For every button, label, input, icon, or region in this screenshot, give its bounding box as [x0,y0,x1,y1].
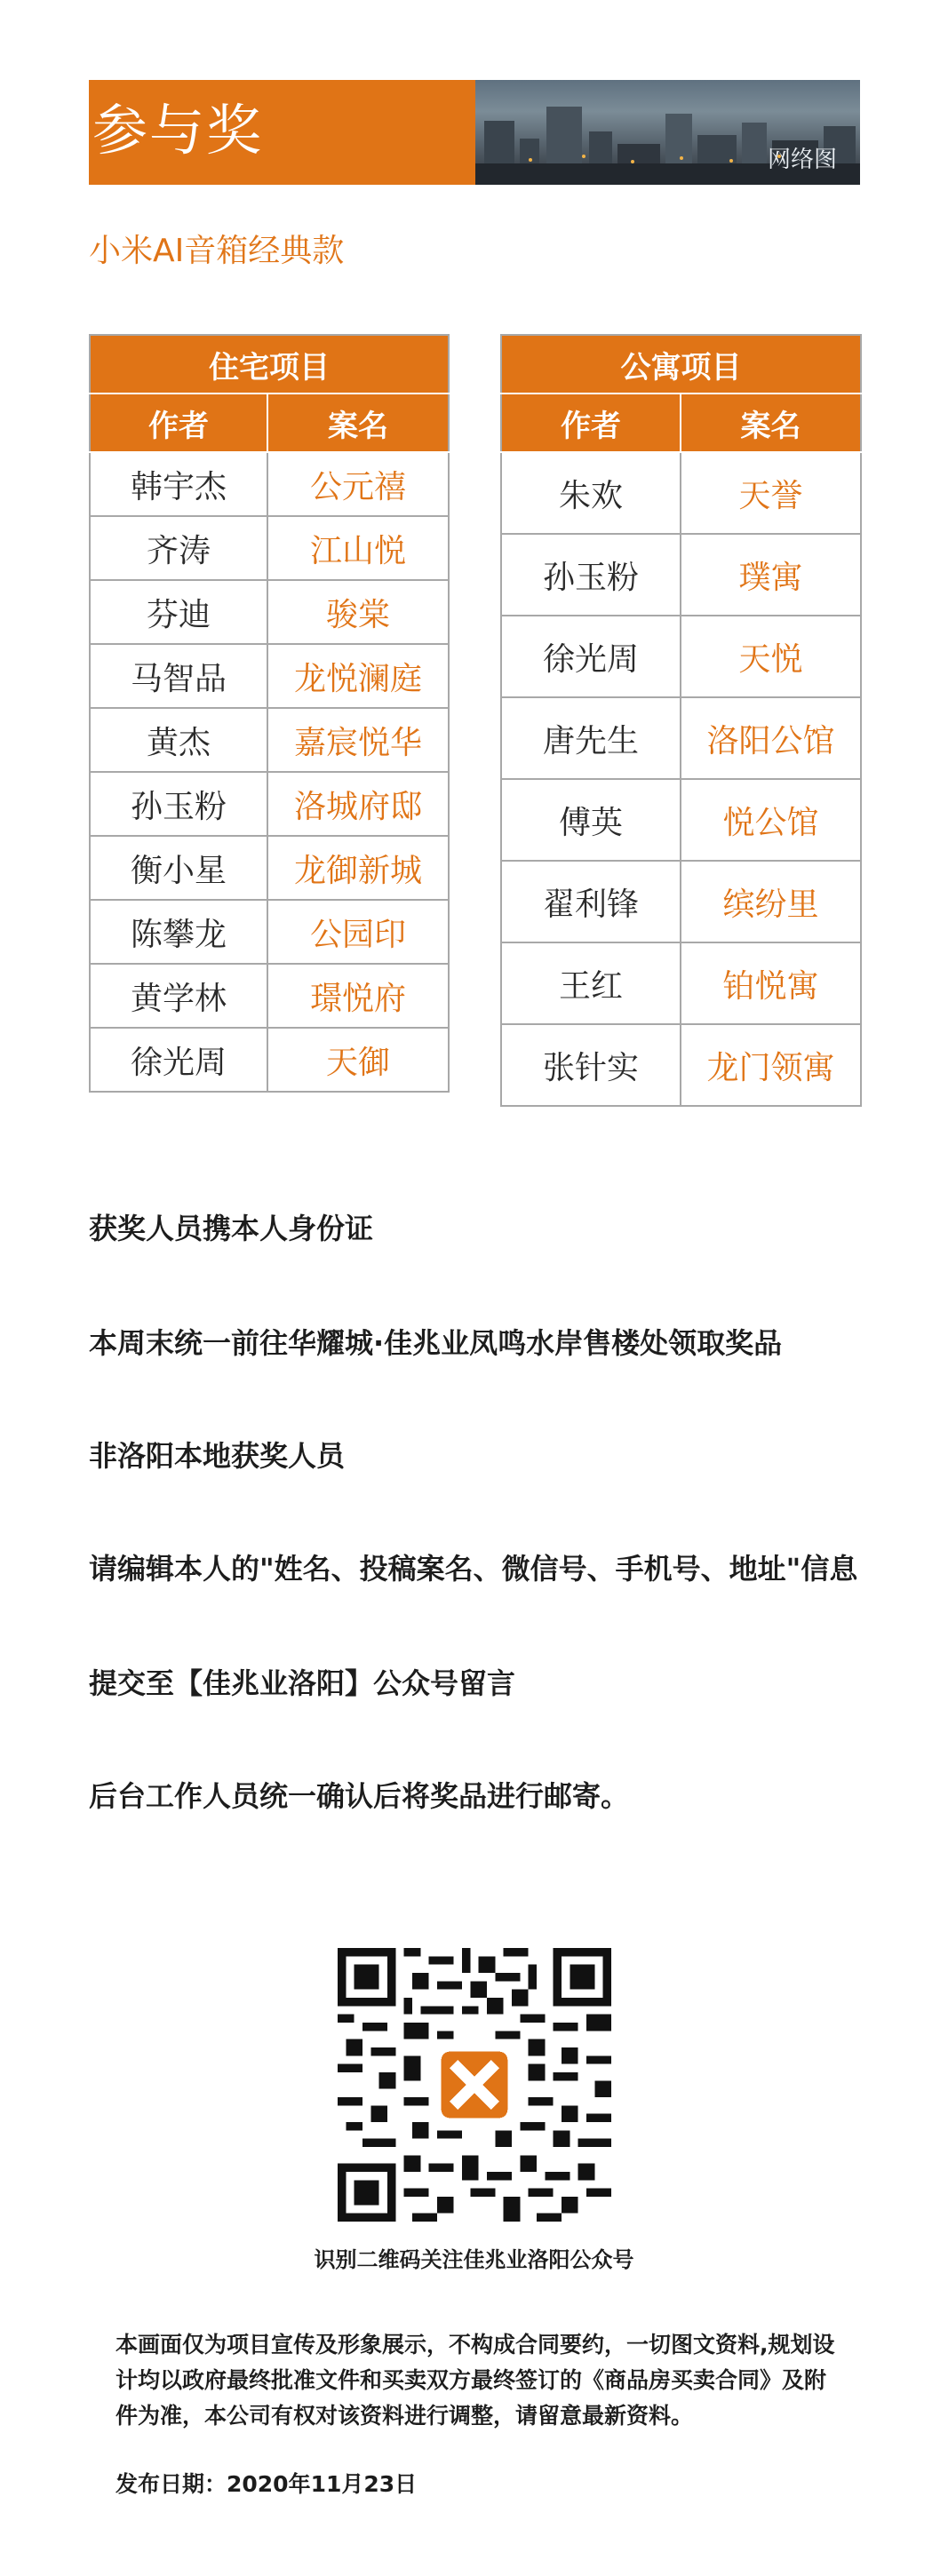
banner-city-photo [475,80,860,185]
project-cell: 璞寓 [681,534,861,616]
header-banner [89,80,860,185]
table-row [501,779,861,861]
project-cell: 骏棠 [267,580,449,644]
project-cell: 公园印 [267,900,449,964]
table-row [501,942,861,1024]
column-header-author: 作者 [90,394,267,452]
author-cell: 徐光周 [501,616,681,697]
project-cell: 悦公馆 [681,779,861,861]
project-cell: 天悦 [681,616,861,697]
author-cell: 王红 [501,942,681,1024]
qr-code[interactable] [338,1948,611,2222]
author-cell: 马智品 [90,644,267,708]
banner-title: 参与奖 [92,98,264,163]
table-row [90,580,449,644]
table-row [501,616,861,697]
table-row [90,516,449,580]
table-row [90,964,449,1028]
column-header-project: 案名 [681,394,861,452]
project-cell: 公元禧 [267,452,449,516]
author-cell: 朱欢 [501,452,681,534]
project-cell: 龙御新城 [267,836,449,900]
author-cell: 衡小星 [90,836,267,900]
table-caption: 住宅项目 [90,335,449,394]
table-row [501,861,861,942]
banner-watermark: 网络图 [767,147,837,173]
table-row [90,1028,449,1092]
table-row [90,452,449,516]
author-cell: 韩宇杰 [90,452,267,516]
project-cell: 铂悦寓 [681,942,861,1024]
banner-title-block [89,80,475,185]
project-cell: 天御 [267,1028,449,1092]
table-row [90,708,449,772]
apartment-table [500,334,862,1107]
author-cell: 唐先生 [501,697,681,779]
author-cell: 张针实 [501,1024,681,1106]
table-row [501,452,861,534]
notice-line: 提交至【佳兆业洛阳】公众号留言 [89,1666,516,1700]
table-row [501,1024,861,1106]
column-header-project: 案名 [267,394,449,452]
author-cell: 孙玉粉 [501,534,681,616]
table-row [90,644,449,708]
table-row [501,697,861,779]
project-cell: 龙门领寓 [681,1024,861,1106]
project-cell: 洛城府邸 [267,772,449,836]
project-cell: 龙悦澜庭 [267,644,449,708]
prize-name: 小米AI音箱经典款 [89,233,345,269]
disclaimer: 本画面仅为项目宣传及形象展示，不构成合同要约，一切图文资料,规划设计均以政府最终批准文件和买卖双方最终签订的《商品房买卖合同》及附件为准，本公司有权对该资料进行调整，请留意最新资料。 [116,2332,835,2429]
project-cell: 璟悦府 [267,964,449,1028]
table-row [90,836,449,900]
table-row [90,900,449,964]
author-cell: 陈攀龙 [90,900,267,964]
residential-table [89,334,450,1093]
notice-line: 后台工作人员统一确认后将奖品进行邮寄。 [89,1779,630,1813]
notice-line: 请编辑本人的"姓名、投稿案名、微信号、手机号、地址"信息 [89,1552,858,1586]
notice-line: 本周末统一前往华耀城·佳兆业凤鸣水岸售楼处领取奖品 [89,1326,783,1360]
author-cell: 徐光周 [90,1028,267,1092]
column-header-author: 作者 [501,394,681,452]
author-cell: 齐涛 [90,516,267,580]
author-cell: 孙玉粉 [90,772,267,836]
project-cell: 嘉宸悦华 [267,708,449,772]
project-cell: 缤纷里 [681,861,861,942]
notice-line: 非洛阳本地获奖人员 [89,1439,346,1473]
qr-caption: 识别二维码关注佳兆业洛阳公众号 [314,2247,634,2272]
author-cell: 傅英 [501,779,681,861]
notice-line: 获奖人员携本人身份证 [89,1212,374,1245]
author-cell: 翟利锋 [501,861,681,942]
author-cell: 黄学林 [90,964,267,1028]
project-cell: 洛阳公馆 [681,697,861,779]
publish-date: 发布日期：2020年11月23日 [116,2471,418,2497]
table-row [90,772,449,836]
project-cell: 天誉 [681,452,861,534]
table-caption: 公寓项目 [501,335,861,394]
author-cell: 黄杰 [90,708,267,772]
project-cell: 江山悦 [267,516,449,580]
author-cell: 芬迪 [90,580,267,644]
table-row [501,534,861,616]
